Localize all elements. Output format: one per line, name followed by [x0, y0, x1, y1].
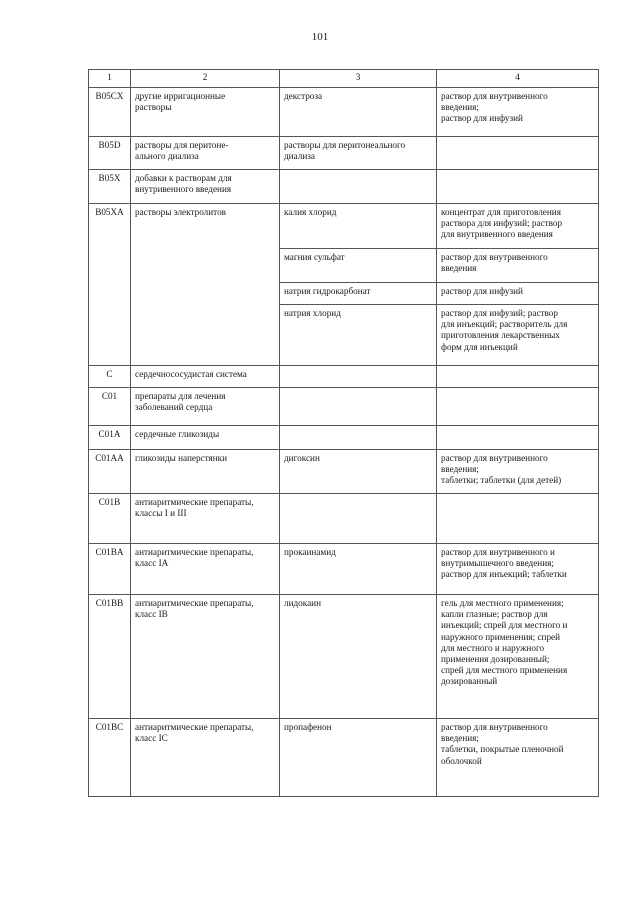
dosage-form: раствор для внутривенного введения; раствор для инфузий [437, 88, 599, 137]
table-header-row [89, 70, 599, 88]
medication-table [88, 69, 599, 797]
drug-name [280, 494, 437, 544]
dosage-form: раствор для внутривенного и внутримышечного введения; раствор для инъекций; таблетки [437, 544, 599, 595]
drug-name: декстроза [280, 88, 437, 137]
table-row [89, 450, 599, 494]
drug-name: дигоксин [280, 450, 437, 494]
page-number: 101 [311, 31, 329, 43]
table-row [89, 366, 599, 388]
table-row [89, 88, 599, 137]
group-name: сердечные гликозиды [131, 426, 280, 450]
column-header: 1 [89, 70, 131, 88]
table-row [89, 544, 599, 595]
dosage-form [437, 170, 599, 204]
dosage-form [437, 426, 599, 450]
atc-code: B05X [89, 170, 131, 204]
atc-code: C [89, 366, 131, 388]
atc-code: C01AA [89, 450, 131, 494]
column-header: 3 [280, 70, 437, 88]
group-name: сердечнососудистая система [131, 366, 280, 388]
atc-code: C01 [89, 388, 131, 426]
dosage-form: раствор для внутривенного введения [437, 249, 599, 283]
dosage-form: раствор для внутривенного введения; таблетки; таблетки (для детей) [437, 450, 599, 494]
drug-name [280, 366, 437, 388]
dosage-form [437, 494, 599, 544]
atc-code: C01A [89, 426, 131, 450]
atc-code: C01B [89, 494, 131, 544]
dosage-form [437, 366, 599, 388]
dosage-form: концентрат для приготовления раствора для инфузий; раствор для внутривенного введения [437, 204, 599, 249]
drug-name: натрия хлорид [280, 305, 437, 366]
dosage-form: раствор для инфузий; раствор для инъекций; растворитель для приготовления лекарственных форм для инъекций [437, 305, 599, 366]
group-name: антиаритмические препараты, класс IB [131, 595, 280, 719]
table-row [89, 426, 599, 450]
dosage-form: раствор для внутривенного введения; таблетки, покрытые пленочной оболочкой [437, 719, 599, 797]
atc-code: C01BA [89, 544, 131, 595]
column-header: 4 [437, 70, 599, 88]
group-name: другие ирригационные растворы [131, 88, 280, 137]
drug-name: прокаинамид [280, 544, 437, 595]
table-row [89, 494, 599, 544]
table-row [89, 137, 599, 170]
drug-name: магния сульфат [280, 249, 437, 283]
group-name: антиаритмические препараты, класс IC [131, 719, 280, 797]
drug-name [280, 388, 437, 426]
column-header: 2 [131, 70, 280, 88]
drug-name: калия хлорид [280, 204, 437, 249]
table-row [89, 170, 599, 204]
drug-name: натрия гидрокарбонат [280, 283, 437, 305]
dosage-form: раствор для инфузий [437, 283, 599, 305]
group-name: антиаритмические препараты, класс IA [131, 544, 280, 595]
drug-name [280, 426, 437, 450]
drug-name: лидокаин [280, 595, 437, 719]
atc-code: B05XA [89, 204, 131, 366]
atc-code: B05D [89, 137, 131, 170]
group-name: гликозиды наперстянки [131, 450, 280, 494]
group-name: антиаритмические препараты, классы I и III [131, 494, 280, 544]
atc-code: C01BC [89, 719, 131, 797]
dosage-form [437, 388, 599, 426]
dosage-form: гель для местного применения; капли глазные; раствор для инъекций; спрей для местного и наружного применения; спрей для местного и наружного применения дозированный; спрей для местного применения дозированный [437, 595, 599, 719]
drug-name: пропафенон [280, 719, 437, 797]
drug-name [280, 170, 437, 204]
group-name: растворы электролитов [131, 204, 280, 366]
table-row [89, 595, 599, 719]
group-name: добавки к растворам для внутривенного введения [131, 170, 280, 204]
dosage-form [437, 137, 599, 170]
drug-name: растворы для перитонеального диализа [280, 137, 437, 170]
atc-code: B05CX [89, 88, 131, 137]
atc-code: C01BB [89, 595, 131, 719]
group-name: препараты для лечения заболеваний сердца [131, 388, 280, 426]
table-row [89, 719, 599, 797]
table-row [89, 204, 599, 249]
table-row [89, 388, 599, 426]
group-name: растворы для перитоне- ального диализа [131, 137, 280, 170]
